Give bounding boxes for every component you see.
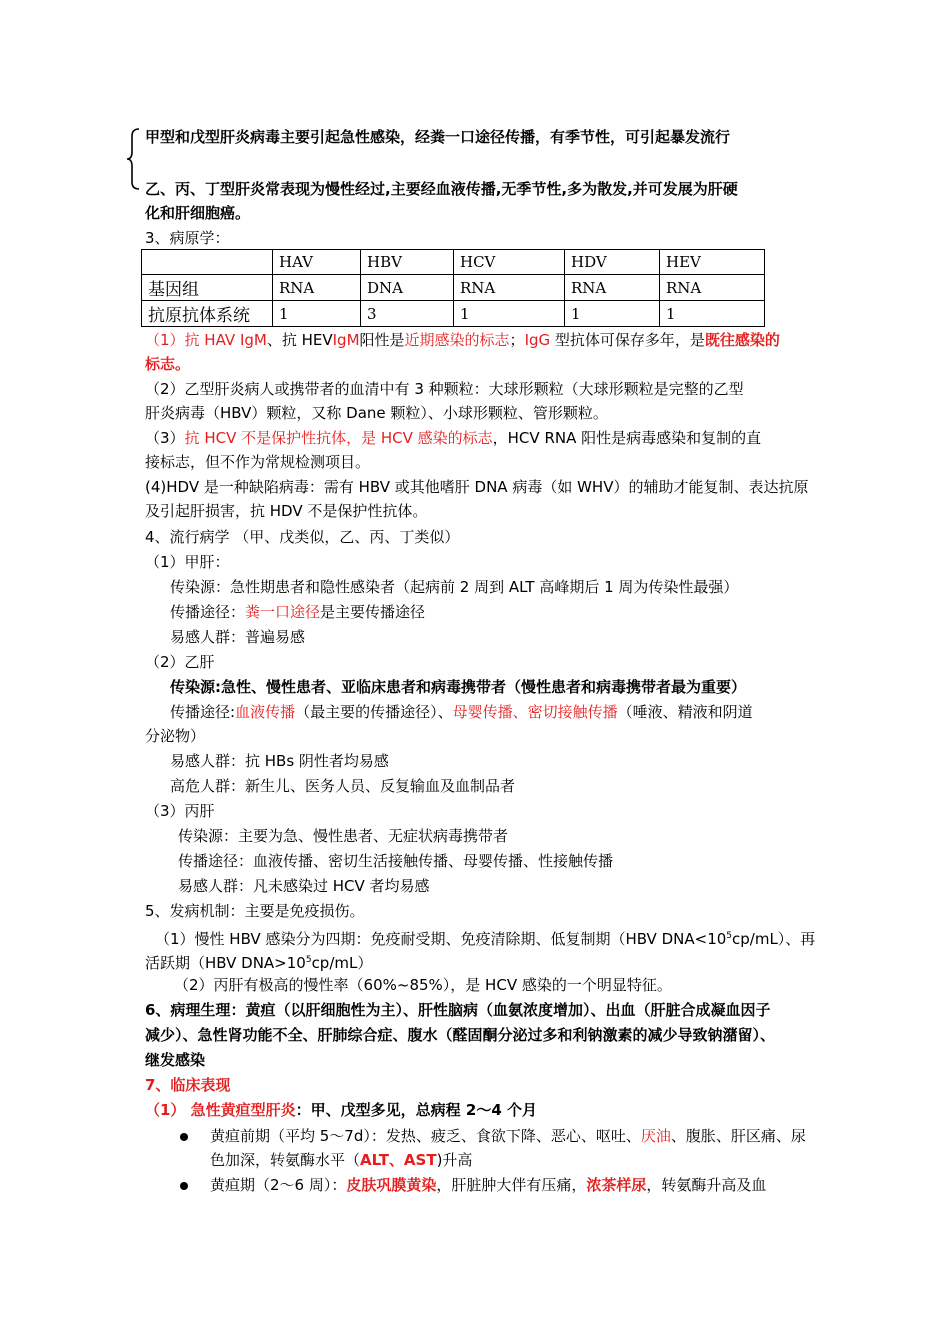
hepatitis-b-route: 传播途径:血液传播（最主要的传播途径）、母婴传播、密切接触传播（唾液、精液和阴道 [170, 703, 753, 721]
table-row [142, 301, 765, 327]
table-cell: DNA [361, 275, 454, 301]
pathogen-note-4-cont: 及引起肝损害，抗 HDV 不是保护性抗体。 [145, 502, 428, 520]
section-3-title: 3、病原学： [145, 229, 230, 247]
hepatitis-c-route: 传播途径：血液传播、密切生活接触传播、母婴传播、性接触传播 [178, 852, 614, 870]
hepatitis-a-route: 传播途径：粪一口途径是主要传播途径 [170, 603, 426, 621]
table-header-cell: HDV [565, 250, 660, 275]
pathophysiology-line-1: 6、病理生理：黄疸（以肝细胞性为主）、肝性脑病（血氨浓度增加）、出血（肝脏合成凝血因子 [145, 1001, 771, 1019]
pathogenesis-note-1-cont: 活跃期（HBV $DNA>10^5cp/mL$） [145, 954, 373, 972]
table-header-cell [142, 250, 273, 275]
intro-line-1: 甲型和戊型肝炎病毒主要引起急性感染，经粪一口途径传播，有季节性，可引起暴发流行 [145, 128, 731, 146]
brace-icon [126, 128, 140, 190]
hepatitis-c-source: 传染源：主要为急、慢性患者、无症状病毒携带者 [178, 827, 509, 845]
list-item-cont: 色加深，转氨酶水平（ALT、AST)升高 [210, 1151, 473, 1169]
hepatitis-b-title: （2）乙肝 [145, 653, 215, 671]
hepatitis-b-population: 易感人群：抗 HBs 阴性者均易感 [170, 752, 389, 770]
table-header-cell: HBV [361, 250, 454, 275]
hepatitis-a-title: （1）甲肝： [145, 553, 230, 571]
hepatitis-a-population: 易感人群：普遍易感 [170, 628, 306, 646]
hepatitis-a-source: 传染源：急性期患者和隐性感染者（起病前 2 周到 ALT 高峰期后 1 周为传染性最强） [170, 578, 739, 596]
pathophysiology-line-2: 减少）、急性肾功能不全、肝肺综合症、腹水（醛固酮分泌过多和利钠激素的减少导致钠潴留）、 [145, 1026, 776, 1044]
hepatitis-c-title: （3）丙肝 [145, 802, 215, 820]
table-header-row [142, 250, 765, 275]
table-cell: RNA [660, 275, 765, 301]
hepatitis-b-source: 传染源:急性、慢性患者、亚临床患者和病毒携带者（慢性患者和病毒携带者最为重要） [170, 678, 747, 696]
table-cell: 3 [361, 301, 454, 327]
table-cell: RNA [454, 275, 565, 301]
table-cell: RNA [273, 275, 361, 301]
table-cell: 1 [273, 301, 361, 327]
intro-line-3: 化和肝细胞癌。 [145, 204, 251, 222]
table-row-header: 抗原抗体系统 [142, 301, 273, 327]
pathogen-note-4: (4)HDV 是一种缺陷病毒：需有 HBV 或其他嗜肝 DNA 病毒（如 WHV）的辅助才能复制、表达抗原 [145, 478, 809, 496]
bullet-icon [180, 1133, 188, 1141]
table-row [142, 275, 765, 301]
section-4-title: 4、流行病学 （甲、戊类似，乙、丙、丁类似） [145, 528, 460, 546]
hepatitis-b-route-cont: 分泌物） [145, 727, 206, 745]
pathogen-note-1: （1）抗 HAV IgM、抗 HEVIgM阳性是近期感染的标志；IgG 型抗体可保存多年，是既往感染的 [145, 331, 780, 349]
section-7-title: 7、临床表现 [145, 1076, 231, 1094]
list-item: 黄疸前期（平均 5～7d）：发热、疲乏、食欲下降、恶心、呕吐、厌油、腹胀、肝区痛、尿 [180, 1125, 806, 1147]
pathogen-note-3: （3）抗 HCV 不是保护性抗体，是 HCV 感染的标志，HCV RNA 阳性是病毒感染和复制的直 [145, 429, 762, 447]
list-item: 黄疸期（2～6 周）：皮肤巩膜黄染，肝脏肿大伴有压痛，浓茶样尿，转氨酶升高及血 [180, 1174, 766, 1196]
hepatitis-c-population: 易感人群：凡未感染过 HCV 者均易感 [178, 877, 430, 895]
table-header-cell: HAV [273, 250, 361, 275]
clinical-acute-icteric: （1） 急性黄疸型肝炎：甲、戊型多见，总病程 2～4 个月 [145, 1101, 537, 1119]
table-row-header: 基因组 [142, 275, 273, 301]
table-cell: 1 [454, 301, 565, 327]
table-cell: 1 [565, 301, 660, 327]
pathophysiology-line-3: 继发感染 [145, 1051, 206, 1069]
table-header-cell: HEV [660, 250, 765, 275]
pathogen-note-1-cont: 标志。 [145, 355, 191, 373]
pathogen-note-3-cont: 接标志，但不作为常规检测项目。 [145, 453, 371, 471]
pathogenesis-note-2: （2）丙肝有极高的慢性率（60%~85%），是 HCV 感染的一个明显特征。 [174, 976, 672, 994]
pathogen-table [141, 249, 765, 327]
pathogen-note-2-cont: 肝炎病毒（HBV）颗粒，又称 Dane 颗粒）、小球形颗粒、管形颗粒。 [145, 404, 608, 422]
pathogen-note-2: （2）乙型肝炎病人或携带者的血清中有 3 种颗粒：大球形颗粒（大球形颗粒是完整的乙型 [145, 380, 744, 398]
section-5-title: 5、发病机制：主要是免疫损伤。 [145, 902, 365, 920]
intro-line-2: 乙、丙、丁型肝炎常表现为慢性经过,主要经血液传播,无季节性,多为散发,并可发展为肝硬 [145, 180, 738, 198]
hepatitis-b-high-risk: 高危人群：新生儿、医务人员、反复输血及血制品者 [170, 777, 516, 795]
bullet-icon [180, 1182, 188, 1190]
table-cell: RNA [565, 275, 660, 301]
table-header-cell: HCV [454, 250, 565, 275]
table-cell: 1 [660, 301, 765, 327]
pathogenesis-note-1: （1）慢性 HBV 感染分为四期：免疫耐受期、免疫清除期、低复制期（HBV $DNA<10^5cp/mL$）、再 [155, 930, 816, 948]
